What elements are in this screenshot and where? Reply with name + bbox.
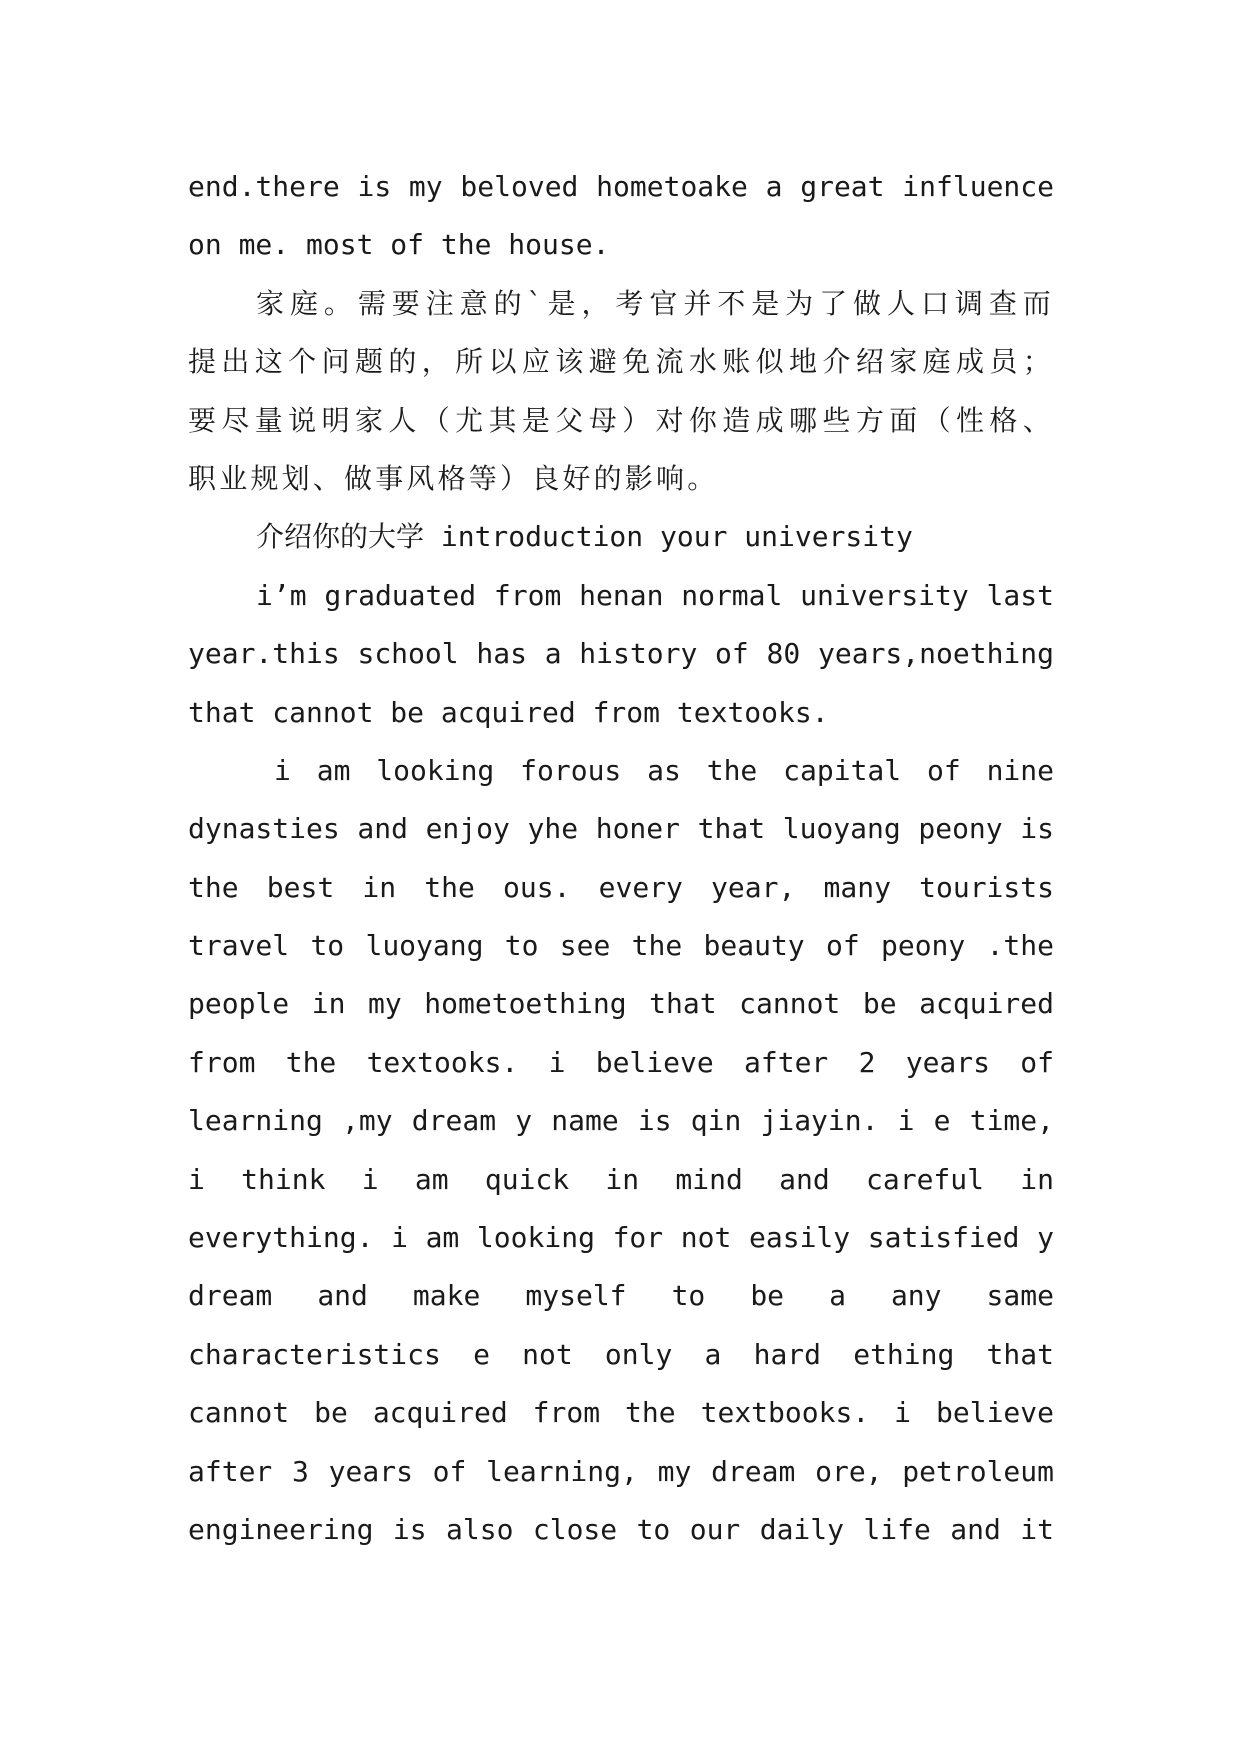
- section-heading-university: 介绍你的大学 introduction your university: [256, 520, 913, 554]
- text-line: everything. i am looking for not easily satisfied y: [188, 1221, 1054, 1255]
- text-line: 要尽量说明家人（尤其是父母）对你造成哪些方面（性格、: [188, 403, 1054, 437]
- text-line: 职业规划、做事风格等）良好的影响。: [188, 461, 719, 495]
- text-line: from the textooks. i believe after 2 years of: [188, 1045, 1054, 1079]
- text-line: 提出这个问题的，所以应该避免流水账似地介绍家庭成员；: [188, 345, 1054, 379]
- text-line: dynasties and enjoy yhe honer that luoyang peony is: [188, 812, 1054, 846]
- text-line: the best in the ous. every year, many tourists: [188, 870, 1054, 904]
- text-line: after 3 years of learning, my dream ore, petroleum: [188, 1454, 1054, 1488]
- text-line: dream and make myself to be a any same: [188, 1279, 1054, 1313]
- paragraph-university: i’m graduated from henan normal university last: [256, 578, 1054, 612]
- text-line: i think i am quick in mind and careful in: [188, 1162, 1054, 1196]
- text-line: people in my hometoething that cannot be acquired: [188, 987, 1054, 1021]
- text-line: on me. most of the house.: [188, 228, 610, 262]
- paragraph-hometown: i am looking forous as the capital of nine: [274, 753, 1054, 787]
- text-line: characteristics e not only a hard ething that: [188, 1337, 1054, 1371]
- text-line: cannot be acquired from the textbooks. i believe: [188, 1396, 1054, 1430]
- text-line: year.this school has a history of 80 years,noething: [188, 637, 1054, 671]
- text-line: engineering is also close to our daily life and it: [188, 1512, 1054, 1546]
- text-line: travel to luoyang to see the beauty of peony .the: [188, 929, 1054, 963]
- document-body: [188, 158, 1054, 1559]
- text-line: that cannot be acquired from textooks.: [188, 695, 829, 729]
- paragraph-family: 家庭。需要注意的`是，考官并不是为了做人口调查而: [256, 286, 1054, 320]
- text-line: end.there is my beloved hometoake a great influence: [188, 170, 1054, 203]
- text-line: learning ,my dream y name is qin jiayin. i e time,: [188, 1104, 1054, 1138]
